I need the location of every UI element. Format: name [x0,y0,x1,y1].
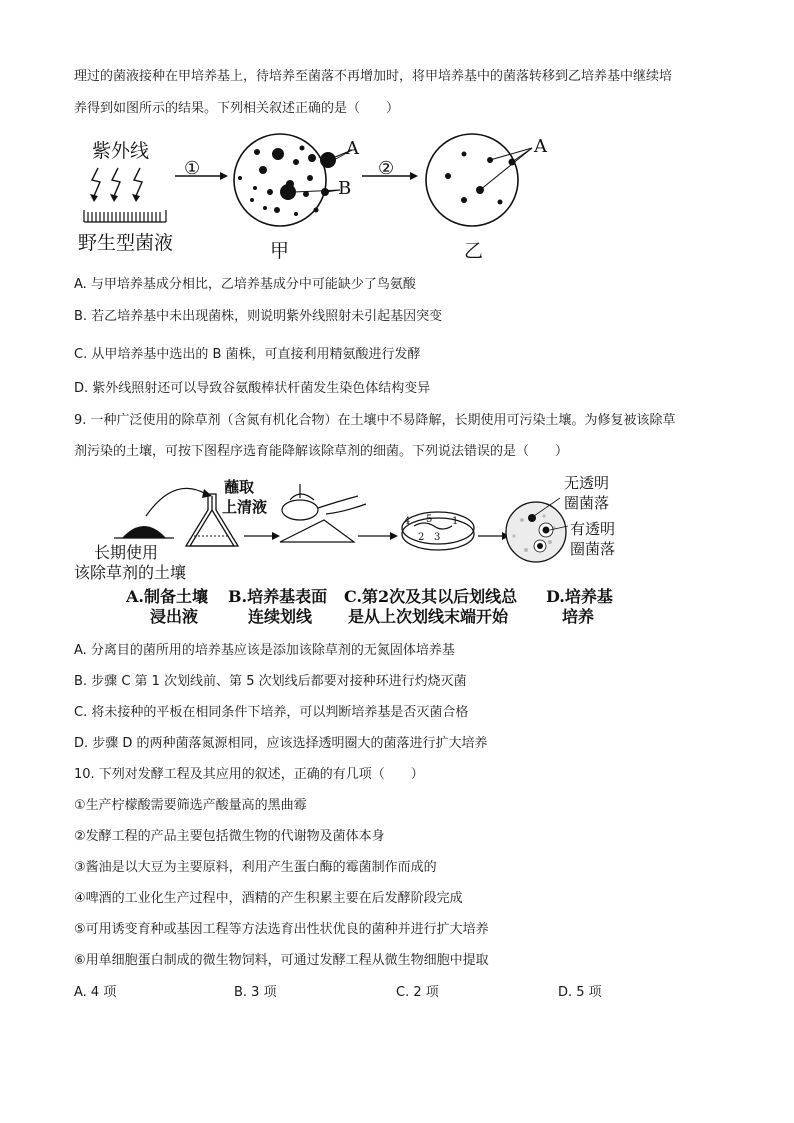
selection-plate [506,502,566,562]
halo-label-1: 有透明 [570,520,616,538]
q9-option-a: A. 分离目的菌所用的培养基应该是添加该除草剂的无氮固体培养基 [74,643,455,658]
step-d-line-2: 培养 [562,607,595,626]
q10-item-1: ①生产柠檬酸需要筛选产酸量高的黑曲霉 [74,798,307,813]
culture-tray-icon [84,210,166,222]
q10-choice-b: B. 3 项 [234,985,277,1000]
label-a-dish2: A [534,136,547,157]
q10-item-2: ②发酵工程的产品主要包括微生物的代谢物及菌体本身 [74,829,385,844]
q10-item-4: ④啤酒的工业化生产过程中，酒精的产生积累主要在后发酵阶段完成 [74,891,463,906]
figure-mutation-screening [70,130,570,270]
step-d-line-1: D.培养基 [546,587,613,606]
q10-choice-a: A. 4 项 [74,985,117,1000]
q10-item-5: ⑤可用诱变育种或基因工程等方法选育出性状优良的菌种并进行扩大培养 [74,922,489,937]
dish-yi [426,134,518,226]
q9-stem-line-2: 剂污染的土壤，可按下图程序选育能降解该除草剂的细菌。下列说法错误的是（ ） [74,444,569,459]
step-c-line-1: C.第2次及其以后划线总 [344,587,518,606]
plate-number-2: 2 [418,532,425,543]
step-b-line-2: 连续划线 [248,607,313,626]
step-c-line-2: 是从上次划线末端开始 [348,607,509,626]
dish-yi-colonies [445,152,516,205]
q9-option-c: C. 将未接种的平板在相同条件下培养，可以判断培养基是否灭菌合格 [74,705,469,720]
intro-line-1: 理过的菌液接种在甲培养基上，待培养至菌落不再增加时，将甲培养基中的菌落转移到乙培养基中继续培 [74,69,673,84]
step-b-line-1: B.培养基表面 [228,587,328,606]
figure-herbicide-bacteria [74,470,634,630]
uv-label: 紫外线 [92,140,150,162]
dip-label-1: 蘸取 [224,478,255,496]
step-1-label: ① [184,158,201,179]
step-a-line-1: A.制备土壤 [126,587,208,606]
step-2-label: ② [378,158,395,179]
no-halo-label-2: 圈菌落 [564,494,610,512]
plate-number-3: 3 [434,532,441,543]
intro-line-2: 养得到如图所示的结果。下列相关叙述正确的是（ ） [74,101,400,116]
no-halo-label-1: 无透明 [564,474,610,492]
q8-option-b: B. 若乙培养基中未出现菌株，则说明紫外线照射未引起基因突变 [74,309,443,324]
soil-mound-icon [122,526,166,538]
uv-rays-icon [92,168,142,196]
q10-choice-c: C. 2 项 [396,985,439,1000]
culture-label: 野生型菌液 [78,232,174,254]
q10-item-3: ③酱油是以大豆为主要原料，利用产生蛋白酶的霉菌制作而成的 [74,860,437,875]
q8-option-c: C. 从甲培养基中选出的 B 菌株，可直接利用精氨酸进行发酵 [74,347,421,362]
q9-option-b: B. 步骤 C 第 1 次划线前、第 5 次划线后都要对接种环进行灼烧灭菌 [74,674,467,689]
q8-option-d: D. 紫外线照射还可以导致谷氨酸棒状杆菌发生染色体结构变异 [74,381,431,396]
label-b-dish1: B [338,178,352,199]
streak-plate-icon [402,512,474,550]
plate-number-4: 4 [404,516,411,527]
q8-option-a: A. 与甲培养基成分相比，乙培养基成分中可能缺少了鸟氨酸 [74,277,416,292]
soil-label-1: 长期使用 [94,543,159,562]
step-a-line-2: 浸出液 [150,607,199,626]
hand-streaking-icon [280,484,366,542]
soil-label-2: 该除草剂的土壤 [74,563,187,582]
dip-label-2: 上清液 [222,498,268,516]
halo-label-2: 圈菌落 [570,540,616,558]
dish-jia-label: 甲 [270,240,290,262]
q10-item-6: ⑥用单细胞蛋白制成的微生物饲料，可通过发酵工程从微生物细胞中提取 [74,953,489,968]
q10-stem: 10. 下列对发酵工程及其应用的叙述，正确的有几项（ ） [74,767,424,782]
q9-stem-line-1: 9. 一种广泛使用的除草剂（含氮有机化合物）在土壤中不易降解，长期使用可污染土壤。为修复被该除草 [74,413,676,428]
dish-yi-label: 乙 [464,240,484,262]
plate-number-5: 5 [426,514,433,525]
dish-jia-colonies [238,146,336,217]
q10-choice-d: D. 5 项 [558,985,602,1000]
plate-number-1: 1 [452,516,459,527]
label-a-dish1: A [346,138,359,159]
q9-option-d: D. 步骤 D 的两种菌落氮源相同，应该选择透明圈大的菌落进行扩大培养 [74,736,488,751]
